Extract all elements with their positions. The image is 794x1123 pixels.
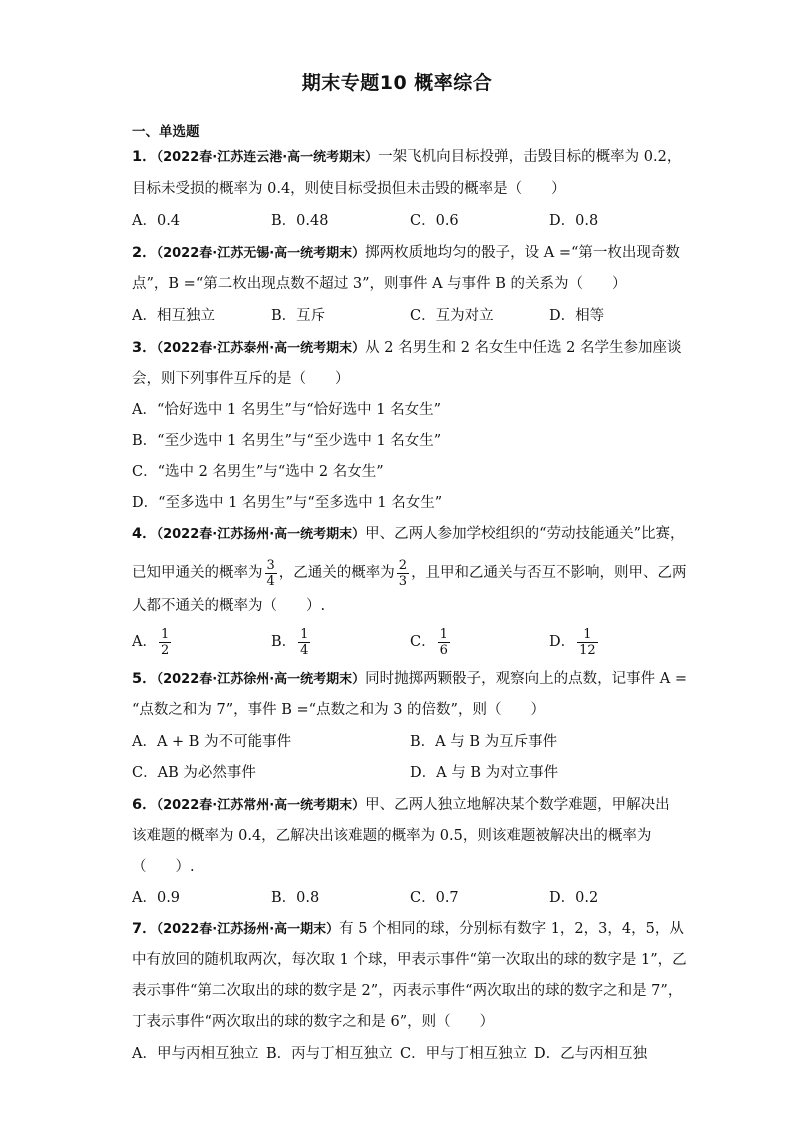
fraction-denominator: 4 — [300, 642, 309, 658]
question-6-line-3: （ ）. — [132, 859, 195, 875]
fraction — [298, 627, 310, 658]
question-number: 2． — [132, 245, 157, 261]
fraction — [438, 627, 450, 658]
question-3-line-1 — [132, 338, 682, 359]
question-6-option-c: C．0.7 — [410, 890, 459, 906]
fraction — [577, 627, 598, 658]
question-text: 同时抛掷两颗骰子，观察向上的点数，记事件 A = — [365, 671, 687, 687]
question-3-option-b: B．“至少选中 1 名男生”与“至少选中 1 名女生” — [132, 433, 442, 449]
question-5-line-1 — [132, 669, 687, 690]
question-source: （2022春·江苏连云港·高一统考期末） — [156, 150, 379, 165]
question-3-option-c: C．“选中 2 名男生”与“选中 2 名女生” — [132, 464, 384, 480]
question-text: ，乙通关的概率为 — [278, 565, 395, 581]
question-6-option-a: A．0.9 — [132, 890, 181, 906]
fraction-numerator: 2 — [398, 557, 408, 573]
question-4-line-3: 人都不通关的概率为（ ）. — [132, 598, 326, 614]
fraction-numerator: 1 — [160, 626, 170, 642]
question-source: （2022春·江苏扬州·高一统考期末） — [156, 527, 366, 542]
fraction — [397, 558, 409, 589]
question-3-option-a: A．“恰好选中 1 名男生”与“恰好选中 1 名女生” — [132, 402, 442, 418]
question-text: 有 5 个相同的球，分别标有数字 1，2，3，4，5，从 — [339, 921, 684, 937]
question-5-line-2: “点数之和为 7”，事件 B =“点数之和为 3 的倍数”，则（ ） — [132, 702, 545, 718]
question-6-option-b: B．0.8 — [271, 890, 320, 906]
fraction-denominator: 3 — [398, 573, 408, 589]
question-source: （2022春·江苏扬州·高一期末） — [156, 922, 340, 937]
question-source: （2022春·江苏常州·高一统考期末） — [156, 798, 366, 813]
fraction-denominator: 6 — [439, 642, 448, 658]
section-heading: 一、单选题 — [132, 124, 200, 140]
question-4-option-b — [271, 625, 312, 659]
question-7-option-b: B．丙与丁相互独立 — [266, 1046, 393, 1062]
question-number: 6． — [132, 797, 157, 813]
fraction-numerator: 1 — [300, 626, 309, 642]
fraction-denominator: 2 — [160, 642, 170, 658]
question-7-line-2: 中有放回的随机取两次，每次取 1 个球，甲表示事件“第一次取出的球的数字是 1”，乙 — [132, 952, 687, 968]
question-3-line-2: 会，则下列事件互斥的是（ ） — [132, 371, 350, 387]
question-4-option-d — [549, 625, 600, 659]
question-4-line-2 — [132, 556, 687, 590]
question-number: 1． — [132, 149, 157, 165]
fraction — [159, 627, 171, 658]
question-1-option-b: B．0.48 — [271, 213, 329, 229]
question-2-line-2: 点”，B =“第二枚出现点数不超过 3”，则事件 A 与事件 B 的关系为（ ） — [132, 276, 627, 292]
question-7-line-4: 丁表示事件“两次取出的球的数字之和是 6”，则（ ） — [132, 1014, 495, 1030]
option-letter: D． — [549, 634, 576, 650]
question-text: 一架飞机向目标投弹，击毁目标的概率为 0.2， — [378, 149, 682, 165]
question-text: 甲、乙两人参加学校组织的“劳动技能通关”比赛， — [365, 526, 685, 542]
question-text: 掷两枚质地均匀的骰子，设 A =“第一枚出现奇数 — [365, 245, 680, 261]
question-2-option-b: B．互斥 — [271, 308, 326, 324]
question-text: ，且甲和乙通关与否互不影响，则甲、乙两 — [411, 565, 687, 581]
fraction-numerator: 1 — [439, 626, 448, 642]
question-4-line-1 — [132, 524, 684, 545]
question-number: 4． — [132, 526, 157, 542]
question-6-line-2: 该难题的概率为 0.4，乙解决出该难题的概率为 0.5，则该难题被解决出的概率为 — [132, 828, 652, 844]
question-4-option-c — [410, 625, 452, 659]
question-7-line-3: 表示事件“第二次取出的球的数字是 2”，丙表示事件“两次取出的球的数字之和是 7”， — [132, 983, 683, 999]
fraction-denominator: 4 — [266, 573, 275, 589]
question-source: （2022春·江苏泰州·高一统考期末） — [156, 341, 366, 356]
question-3-option-d: D．“至多选中 1 名男生”与“至多选中 1 名女生” — [132, 495, 443, 511]
question-2-option-d: D．相等 — [549, 308, 605, 324]
option-letter: C． — [410, 634, 436, 650]
question-text: 从 2 名男生和 2 名女生中任选 2 名学生参加座谈 — [365, 340, 682, 356]
question-source: （2022春·江苏徐州·高一统考期末） — [156, 672, 366, 687]
question-source: （2022春·江苏无锡·高一统考期末） — [156, 246, 366, 261]
question-5-option-b: B．A 与 B 为互斥事件 — [410, 734, 558, 750]
question-1-option-d: D．0.8 — [549, 213, 599, 229]
question-number: 5． — [132, 671, 157, 687]
fraction-numerator: 3 — [266, 557, 275, 573]
question-2-option-c: C．互为对立 — [410, 308, 494, 324]
question-7-option-d: D．乙与丙相互独 — [534, 1046, 648, 1062]
question-6-option-d: D．0.2 — [549, 890, 599, 906]
question-5-option-d: D．A 与 B 为对立事件 — [410, 765, 559, 781]
question-1-option-c: C．0.6 — [410, 213, 459, 229]
question-number: 7． — [132, 921, 157, 937]
option-letter: B． — [271, 634, 297, 650]
question-7-option-a: A．甲与丙相互独立 — [132, 1046, 259, 1062]
question-5-option-c: C．AB 为必然事件 — [132, 765, 256, 781]
question-1-line-2: 目标未受损的概率为 0.4，则使目标受损但未击毁的概率是（ ） — [132, 181, 566, 197]
fraction — [265, 558, 277, 589]
question-text: 甲、乙两人独立地解决某个数学难题，甲解决出 — [365, 797, 670, 813]
question-number: 3． — [132, 340, 157, 356]
option-letter: A． — [132, 634, 157, 650]
page-title: 期末专题10 概率综合 — [301, 72, 493, 94]
question-1-line-1 — [132, 147, 681, 168]
question-4-option-a — [132, 625, 173, 659]
question-2-line-1 — [132, 243, 680, 264]
fraction-denominator: 12 — [579, 642, 596, 658]
question-text: 已知甲通关的概率为 — [132, 565, 263, 581]
question-6-line-1 — [132, 795, 670, 816]
question-7-line-1 — [132, 919, 684, 940]
question-7-option-c: C．甲与丁相互独立 — [400, 1046, 528, 1062]
question-5-option-a: A．A + B 为不可能事件 — [132, 734, 292, 750]
question-2-option-a: A．相互独立 — [132, 308, 215, 324]
fraction-numerator: 1 — [577, 627, 598, 643]
question-1-option-a: A．0.4 — [132, 213, 181, 229]
